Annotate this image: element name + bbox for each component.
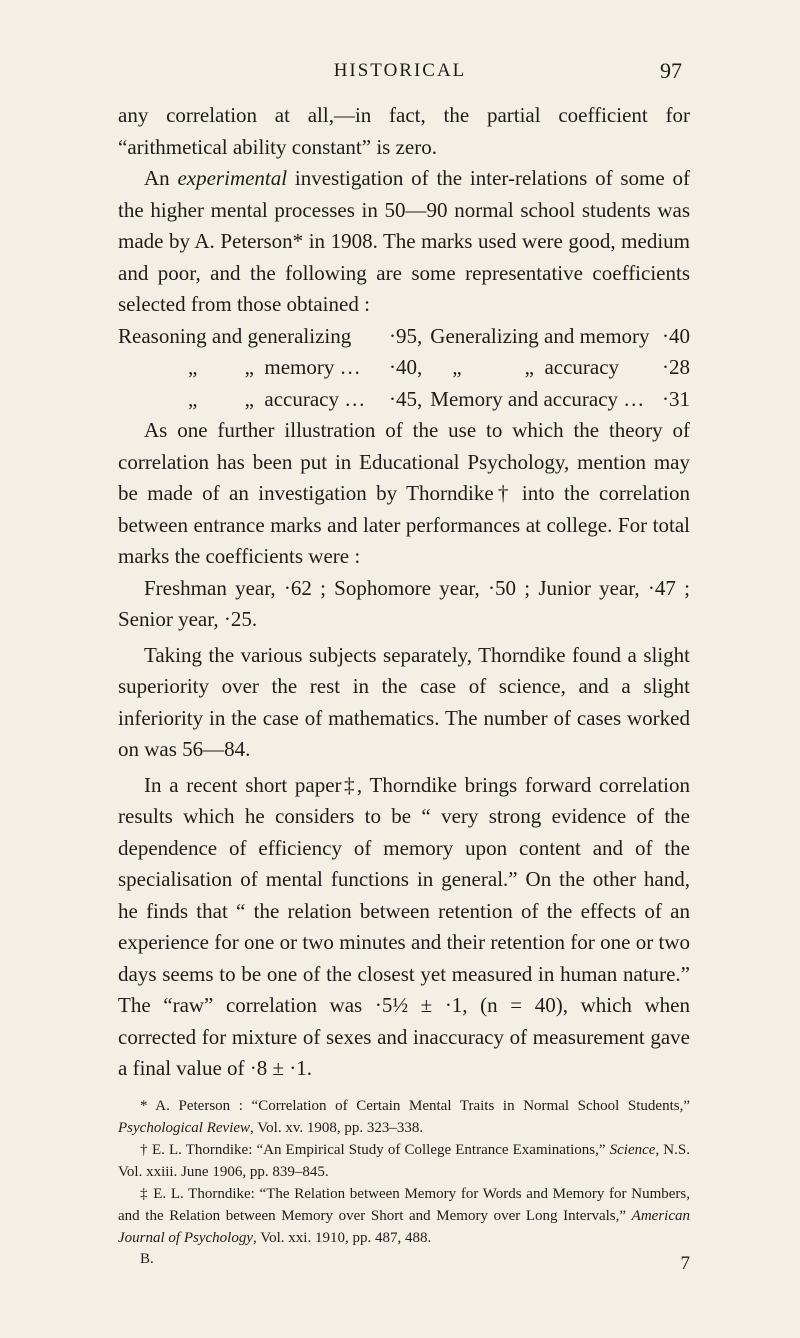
table-row <box>118 352 690 384</box>
footnote-text: E. L. Thorndike: “The Relation between Memory for Words and Memory for Numbers, and the Relation between Memory over Short and Memory over Long Intervals,” <box>118 1185 690 1224</box>
paragraph-text: investigation of the inter-relations of some of the higher mental processes in 50—90 normal school students was made by A. Peterson* in 1908. The marks used were good, medium and poor, and the following are some representative coefficients selected from those obtained : <box>118 166 690 316</box>
paragraph-lead: An <box>144 166 178 190</box>
table-cell: ·40 <box>662 323 690 348</box>
table-cell: ·28 <box>662 355 690 379</box>
footnotes <box>118 1095 690 1249</box>
table-row <box>118 321 690 353</box>
table-cell: „ „ memory … <box>188 355 361 379</box>
footnote <box>118 1183 690 1249</box>
footnote-tail: , Vol. xv. 1908, pp. 323–338. <box>250 1119 424 1136</box>
paragraph-peterson <box>118 163 690 321</box>
footnote-text: A. Peterson : “Correlation of Certain Mental Traits in Normal School Students,” <box>155 1097 690 1114</box>
paragraph-years: Freshman year, ·62 ; Sophomore year, ·50 ; Junior year, ·47 ; Senior year, ·25. <box>118 575 690 631</box>
footnote-text: E. L. Thorndike: “An Empirical Study of College Entrance Examinations,” <box>151 1141 610 1158</box>
paragraph-thorndike: As one further illustration of the use to which the theory of correlation has been put in Educational Psychology, mention may be made of an investigation by Thorndike† into the correlation between entrance marks and later performances at college. For total marks the coefficients were : <box>118 418 690 568</box>
table-cell: Memory and accuracy … <box>430 386 645 411</box>
footnote-source: Science <box>609 1141 656 1158</box>
page-footer <box>118 1251 690 1277</box>
signature-number: 7 <box>680 1252 690 1274</box>
table-cell: Reasoning and generalizing <box>118 323 352 348</box>
footnote-mark: ‡ <box>140 1185 154 1202</box>
footnote-tail: , Vol. xxi. 1910, pp. 487, 488. <box>252 1229 432 1246</box>
paragraph-memory: In a recent short paper‡, Thorndike brings forward correlation results which he considers to be “ very strong evidence of the dependence of efficiency of memory upon content and of the specialisation of mental functions in general.” On the other hand, he finds that “ the relation between retention of the effects of an experience for one or two minutes and their retention for one or two days seems to be one of the closest yet measured in human nature.” The “raw” correlation was ·5½ ± ·1, (n = 40), which when corrected for mixture of sexes and inaccuracy of measurement gave a final value of ·8 ± ·1. <box>118 772 690 1080</box>
emphasis-experimental: experimental <box>177 166 288 190</box>
signature-mark: B. <box>140 1250 154 1267</box>
page-header <box>0 58 800 88</box>
footnote <box>118 1095 690 1139</box>
footnote-mark: † <box>140 1141 152 1158</box>
running-head: HISTORICAL <box>333 60 467 81</box>
footnote <box>118 1139 690 1183</box>
table-row <box>118 384 690 416</box>
coefficient-table <box>118 321 690 416</box>
page-number: 97 <box>660 58 682 83</box>
footnote-mark: * <box>140 1097 156 1114</box>
page-body <box>118 100 690 1277</box>
paragraph-continuation: any correlation at all,—in fact, the partial coefficient for “arithmetical ability constant” is zero. <box>118 103 690 159</box>
table-cell: Generalizing and memory <box>430 323 650 348</box>
table-cell: „ „ accuracy … <box>188 386 366 411</box>
footnote-source: Psychological Review <box>118 1119 251 1136</box>
table-cell: ·95, <box>389 323 423 348</box>
paragraph-subjects: Taking the various subjects separately, Thorndike found a slight superiority over the rest in the case of science, and a slight inferiority in the case of mathematics. The number of cases worked on was 56—84. <box>118 642 690 761</box>
footnote-tail: , N.S. Vol. xxiii. June 1906, pp. 839–845. <box>118 1141 690 1180</box>
table-cell: ·40, <box>389 355 423 379</box>
table-cell: ·31 <box>662 386 690 411</box>
table-cell: ·45, <box>389 386 423 411</box>
table-cell: „ „ accuracy <box>452 355 620 379</box>
footnote-source: American Journal of Psychology <box>118 1207 690 1246</box>
